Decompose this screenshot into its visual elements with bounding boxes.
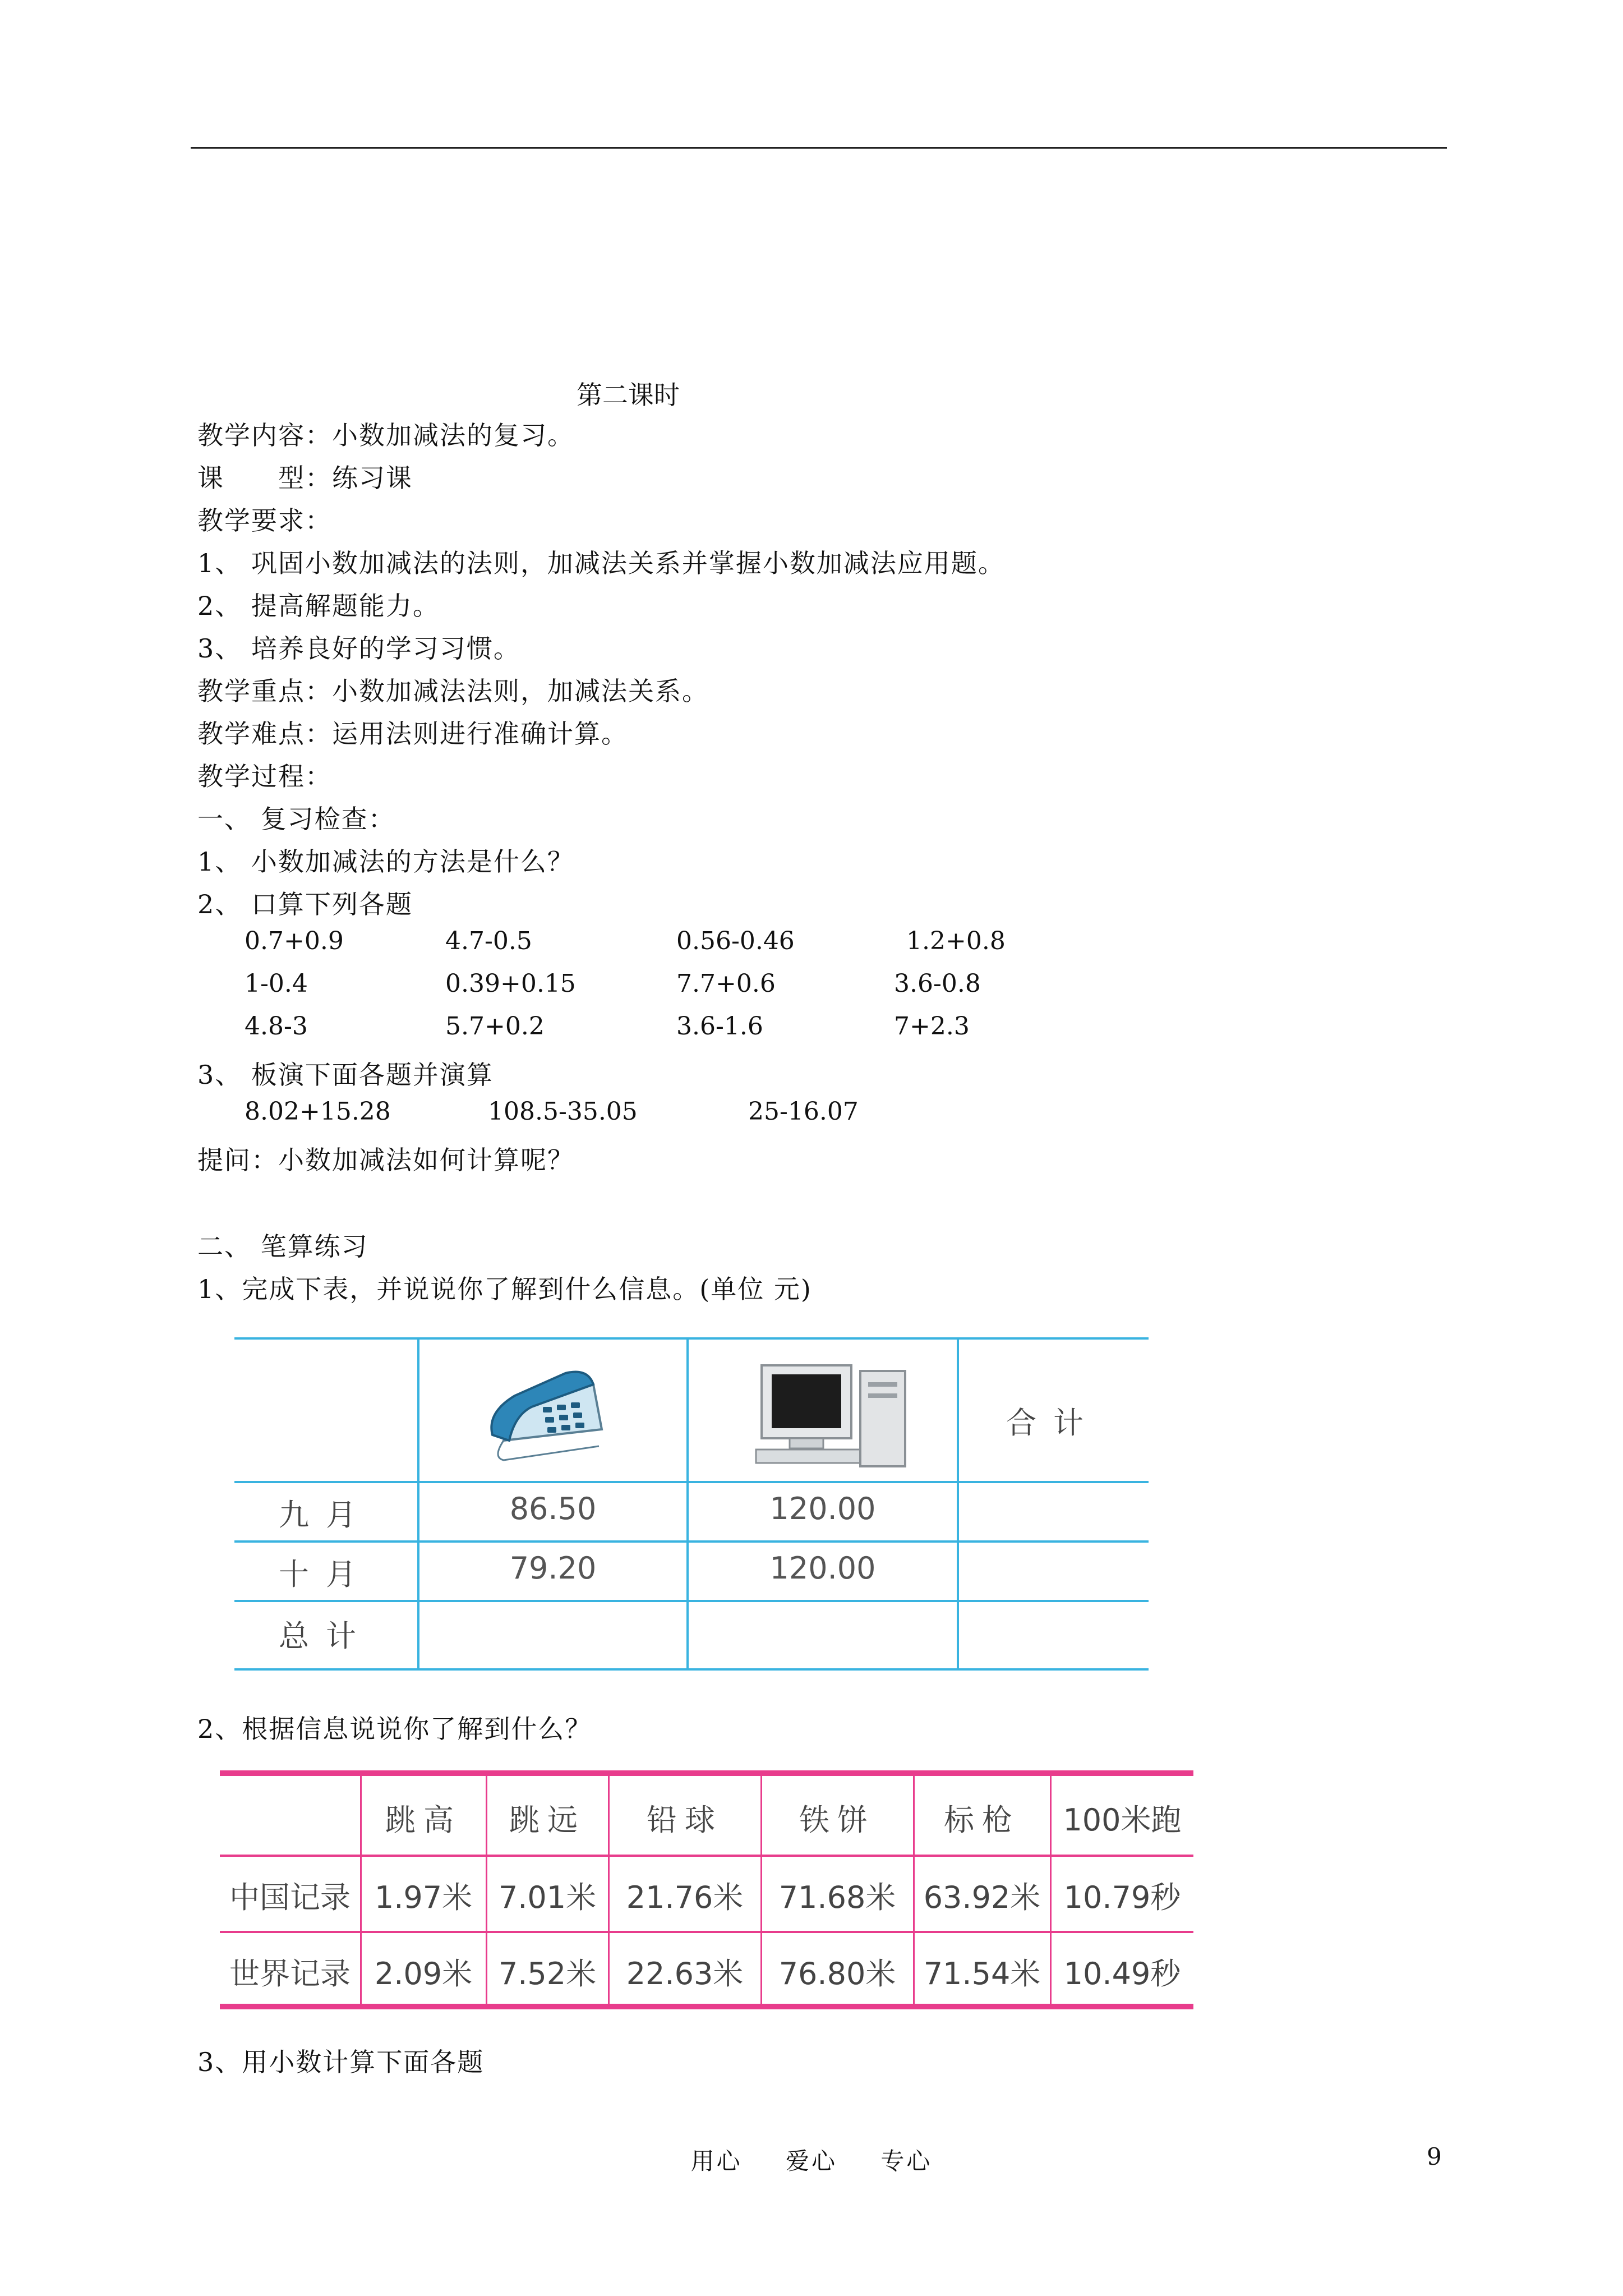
- section-1-heading: 一、 复习检查：: [197, 804, 395, 834]
- table-header-total: 合计: [1006, 1405, 1100, 1441]
- record-cell: 7.52米: [498, 1956, 597, 1991]
- oral-calc-item: 1-0.4: [245, 969, 308, 998]
- header-100m: 100米跑: [1063, 1802, 1182, 1838]
- table-divider: [957, 1337, 959, 1671]
- table-rule: [234, 1540, 1149, 1543]
- lesson-title: 第二课时: [577, 380, 680, 410]
- record-cell: 22.63米: [626, 1956, 744, 1991]
- header-rule: [191, 147, 1447, 149]
- board-practice-heading: 3、 板演下面各题并演算: [197, 1060, 494, 1090]
- record-cell: 10.49秒: [1063, 1956, 1181, 1991]
- record-cell: 76.80米: [778, 1956, 896, 1991]
- board-calc-item: 8.02+15.28: [245, 1097, 391, 1126]
- question-line: 提问：小数加减法如何计算呢？: [197, 1145, 574, 1175]
- record-cell: 71.68米: [778, 1880, 896, 1915]
- page-number: 9: [1427, 2143, 1442, 2170]
- requirement-3: 3、 培养良好的学习习惯。: [197, 633, 520, 664]
- difficult-points: 教学难点：运用法则进行准确计算。: [197, 719, 628, 749]
- table-rule: [234, 1600, 1149, 1602]
- record-cell: 2.09米: [374, 1956, 473, 1991]
- bill-table: [234, 1337, 1149, 1672]
- review-question-1: 1、 小数加减法的方法是什么？: [197, 846, 574, 877]
- records-table: [220, 1770, 1193, 2012]
- process-heading: 教学过程：: [197, 761, 332, 792]
- task-3-line: 3、用小数计算下面各题: [197, 2047, 485, 2077]
- oral-calc-item: 7+2.3: [894, 1012, 970, 1041]
- review-question-2: 2、 口算下列各题: [197, 889, 413, 919]
- key-points: 教学重点：小数加减法法则，加减法关系。: [197, 676, 709, 706]
- header-long-jump: 跳远: [509, 1802, 585, 1838]
- row-label-world: 世界记录: [229, 1956, 351, 1991]
- row-label-total: 总计: [279, 1618, 373, 1654]
- oral-calc-item: 3.6-1.6: [676, 1012, 763, 1041]
- table-rule: [220, 2004, 1193, 2009]
- table-rule: [220, 1770, 1193, 1776]
- task-2-line: 2、根据信息说说你了解到什么？: [197, 1714, 592, 1744]
- cell-computer-september: 120.00: [769, 1491, 876, 1526]
- oral-calc-item: 0.56-0.46: [676, 927, 795, 955]
- board-calc-item: 108.5-35.05: [488, 1097, 638, 1126]
- oral-calc-item: 0.39+0.15: [445, 969, 576, 998]
- section-2-heading: 二、 笔算练习: [197, 1231, 368, 1262]
- footer-motto: 专心: [880, 2147, 933, 2175]
- oral-calc-item: 0.7+0.9: [245, 927, 344, 955]
- row-label-october: 十月: [279, 1557, 373, 1592]
- header-javelin: 标枪: [944, 1802, 1020, 1838]
- record-cell: 10.79秒: [1063, 1880, 1181, 1915]
- type-line: 课 型：练习课: [197, 463, 413, 493]
- header-high-jump: 跳高: [385, 1802, 462, 1838]
- row-label-china: 中国记录: [229, 1880, 351, 1915]
- requirement-2: 2、 提高解题能力。: [197, 591, 440, 621]
- footer-motto: 用心: [690, 2147, 743, 2175]
- computer-icon: [750, 1354, 913, 1472]
- content-line: 教学内容：小数加减法的复习。: [197, 420, 574, 450]
- oral-calc-item: 5.7+0.2: [445, 1012, 545, 1041]
- table-rule: [234, 1668, 1149, 1671]
- cell-phone-october: 79.20: [509, 1550, 597, 1586]
- oral-calc-item: 4.8-3: [245, 1012, 308, 1041]
- table-rule: [220, 1931, 1193, 1933]
- record-cell: 71.54米: [923, 1956, 1041, 1991]
- row-label-september: 九月: [279, 1497, 373, 1533]
- cell-computer-october: 120.00: [769, 1550, 876, 1586]
- cell-phone-september: 86.50: [509, 1491, 597, 1526]
- table-rule: [234, 1481, 1149, 1483]
- requirement-1: 1、 巩固小数加减法的法则，加减法关系并掌握小数加减法应用题。: [197, 548, 1005, 578]
- footer-motto: 爱心: [785, 2147, 837, 2175]
- oral-calc-item: 7.7+0.6: [676, 969, 776, 998]
- oral-calc-item: 1.2+0.8: [906, 927, 1006, 955]
- table-rule: [220, 1855, 1193, 1857]
- table-rule: [234, 1337, 1149, 1340]
- page-footer: [0, 2143, 1623, 2177]
- record-cell: 7.01米: [498, 1880, 597, 1915]
- header-discus: 铁饼: [799, 1802, 875, 1838]
- task-1-line: 1、完成下表，并说说你了解到什么信息。(单位 元): [197, 1274, 812, 1304]
- record-cell: 21.76米: [626, 1880, 744, 1915]
- oral-calc-item: 4.7-0.5: [445, 927, 532, 955]
- requirements-heading: 教学要求：: [197, 505, 332, 536]
- record-cell: 1.97米: [374, 1880, 473, 1915]
- header-shot-put: 铅球: [647, 1802, 723, 1838]
- oral-calc-item: 3.6-0.8: [894, 969, 981, 998]
- telephone-icon: [481, 1362, 610, 1463]
- record-cell: 63.92米: [923, 1880, 1041, 1915]
- board-calc-item: 25-16.07: [748, 1097, 859, 1126]
